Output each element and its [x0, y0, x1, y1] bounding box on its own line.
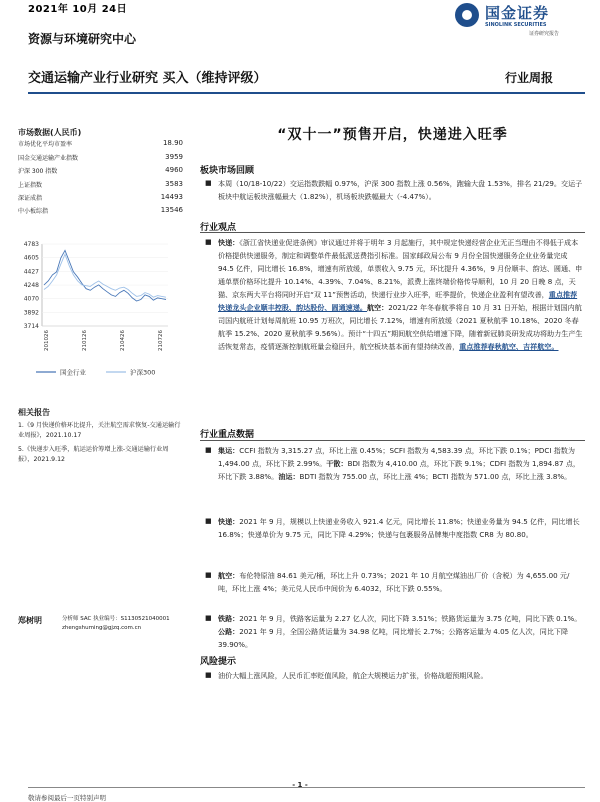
x-tick-label: 210426: [120, 330, 126, 351]
index-trend-chart: [16, 238, 176, 386]
bullet-icon: ■: [205, 179, 212, 187]
data-lead: 航空：: [218, 571, 240, 580]
express-label: 快递：: [218, 238, 240, 247]
market-label: 市场优化平均市盈率: [18, 141, 73, 148]
report-category-rating: 交通运输产业行业研究 买入（维持评级）: [28, 71, 267, 86]
market-value: 3959: [165, 153, 183, 161]
aviation-text: 2021/22 年冬春航季将自 10 月 31 日开始，根据计划国内航司国内航班计划每周航班 10.95 万班次，同比增长 7.12%，增速有所放缓（2021 夏秋航季 10.18%、2020 冬春航季 15.2%、2020 夏秋航季 9.56%）。预计“十四五”期间航空供给增速下降，随着新冠肺炎研发成功将助力生产生活恢复常态，疫情逐渐控制航班量会稳回升，航空板块基本面有望持续改善，: [218, 303, 583, 351]
express-text: 《浙江省快递业促进条例》审议通过并将于明年 3 月起施行，其中规定快递经营企业无正当理由不得低于成本价格提供快递服务，制定和调整单件最低派送费指引标准。国家邮政局公布 9 月份全国快递服务企业业务量完成 94.5 亿件，同比增长 16.8%，增速有所放缓，单票收入 9.75 元，环比提升 4.36%，9 月份顺丰、韵达、圆通、申通单票价格环比提升 10.14%、4.39%、7.04%、8.21%，派费上涨终端价格传导顺利，10 月 20 日晚 8 点，天猫、京东两大平台将同时开启“双 11”预售活动，快递行业步入旺季，旺季提价，快递企业盈利有望改善，: [218, 238, 583, 299]
y-tick-label: 4427: [23, 268, 39, 276]
bullet-icon: ■: [205, 446, 212, 454]
legend-label: 沪深300: [130, 368, 156, 377]
bullet-icon: ■: [205, 517, 212, 525]
market-review-heading: 板块市场回顾: [200, 166, 255, 176]
risk-bullet: [205, 669, 583, 682]
data-text: BDI 指数为 4,410.00 点，环比下跌 9.1%；CDFI 指数为 1,894.87 点，环比下跌 3.88%。: [218, 459, 580, 481]
bullet-icon: ■: [205, 571, 212, 579]
market-value: 3583: [165, 180, 183, 188]
x-tick-label: 201026: [44, 330, 50, 351]
author-info: [62, 615, 170, 633]
market-value: 4960: [165, 166, 183, 174]
market-row: [18, 206, 183, 215]
report-type: 行业周报: [505, 71, 554, 85]
author-license: 分析师 SAC 执业编号：S1130521040001: [62, 616, 170, 622]
y-tick-label: 4248: [23, 282, 39, 290]
y-tick-label: 3892: [23, 309, 39, 317]
y-tick-label: 3714: [23, 323, 39, 330]
related-report-item[interactable]: 5.《快递步入旺季，航运运价筹增上涨-交通运输行业周报》，2021.9.12: [18, 446, 169, 463]
x-tick-label: 210126: [82, 330, 88, 351]
data-text: 2021 年 9 月，铁路客运量为 2.27 亿人次，同比下降 3.51%；铁路货运量为 3.75 亿吨，同比下跌 0.1%。: [239, 614, 582, 623]
key-data-heading: 行业重点数据: [200, 430, 255, 440]
section-divider: [200, 440, 585, 441]
y-tick-label: 4605: [23, 254, 39, 262]
section-divider: [200, 232, 585, 233]
data-text: 布伦特原油 84.61 美元/桶，环比上升 0.73%；2021 年 10 月航空煤油出厂价（含税）为 4,655.00 元/吨，环比上涨 4%；美元兑人民币中间价为 6.4032，环比下跌 0.55%。: [218, 571, 570, 593]
industry-view-bullet: [205, 236, 583, 353]
market-review-bullet: [205, 177, 583, 203]
footer-disclaimer: 敬请参阅最后一页特别声明: [28, 794, 106, 802]
market-value: 13546: [160, 206, 183, 214]
page-number: - 1 -: [292, 781, 308, 789]
bullet-icon: ■: [205, 238, 212, 246]
legend-label: 国金行业: [60, 368, 86, 377]
logo-icon: [455, 3, 479, 27]
data-text: CCFI 指数为 3,315.27 点，环比上涨 0.45%；SCFI 指数为 4,583.39 点，环比下跌 0.1%；PDCI 指数为 1,494.00 点，环比下跌 2.99%。: [218, 446, 575, 468]
logo-subtitle: 证券研究报告: [529, 31, 560, 37]
data-lead: 集运：: [218, 446, 240, 455]
author-name: 郑树明: [18, 616, 42, 625]
y-tick-label: 4783: [23, 241, 39, 248]
aviation-label: 航空：: [366, 303, 389, 312]
market-review-text: 本周（10/18-10/22）交运指数跌幅 0.97%，沪深 300 指数上涨 0.56%，跑输大盘 1.53%，排名 21/29。交运子板块中航运板块涨幅最大（1.82%），机场板块跌幅最大（-4.47%）。: [218, 179, 583, 201]
data-bullet-express: [205, 515, 583, 541]
risk-heading: 风险提示: [200, 657, 237, 667]
bullet-icon: ■: [205, 614, 212, 622]
industry-view-heading: 行业观点: [200, 223, 237, 233]
data-bullet-rail-road: [205, 612, 583, 651]
market-row: [18, 166, 183, 175]
y-tick-label: 4070: [23, 295, 39, 303]
market-row: [18, 139, 183, 148]
market-label: 沪深 300 指数: [18, 168, 58, 175]
data-text: BDTI 指数为 755.00 点，环比上涨 4%；BCTI 指数为 571.00 点，环比上涨 3.8%。: [299, 472, 572, 481]
risk-text: 油价大幅上涨风险，人民币汇率贬值风险，航企大规模运力扩张，价格战超预期风险。: [218, 671, 488, 680]
main-title: “双十一”预售开启，快递进入旺季: [277, 127, 508, 143]
market-label: 中小板综指: [18, 208, 49, 215]
research-center: 资源与环境研究中心: [28, 32, 137, 46]
market-row: [18, 180, 183, 189]
aviation-recommend[interactable]: 重点推荐春秋航空、吉祥航空。: [459, 342, 559, 351]
market-value: 18.90: [162, 139, 183, 147]
related-reports-title: 相关报告: [18, 408, 50, 417]
logo-name-en: SINOLINK SECURITIES: [485, 22, 547, 28]
express-recommend[interactable]: 重点推荐快递龙头企业顺丰控股、韵达股份、圆通速递。: [218, 290, 578, 312]
logo-name-cn: 国金证券: [485, 4, 550, 22]
data-text: 2021 年 9 月，规模以上快递业务收入 921.4 亿元，同比增长 11.8%；快递业务量为 94.5 亿件，同比增长 16.8%；快递单价为 9.75 元，同比下降 4.29%；快递与包裹服务品牌集中度指数 CR8 为 80.80。: [218, 517, 580, 539]
market-label: 上证指数: [18, 182, 43, 189]
market-value: 14493: [160, 193, 183, 201]
data-text: 2021 年 9 月，全国公路货运量为 34.98 亿吨，同比增长 2.7%；公路客运量为 4.05 亿人次，同比下降 39.90%。: [218, 627, 569, 649]
company-logo: [455, 3, 585, 39]
market-label: 深证成指: [18, 195, 43, 202]
data-lead: 干散：: [326, 459, 348, 468]
industry-view-text: [218, 236, 583, 353]
data-lead: 快递：: [218, 517, 240, 526]
market-data-title: 市场数据(人民币): [18, 128, 82, 137]
data-lead: 铁路：: [218, 614, 240, 623]
author-email[interactable]: zhengshuming@gjzq.com.cn: [62, 625, 142, 631]
header-divider: [28, 92, 585, 94]
data-bullet-shipping: [205, 444, 583, 483]
x-tick-label: 210726: [158, 330, 164, 351]
data-lead: 公路：: [218, 627, 240, 636]
data-lead: 油运：: [278, 472, 300, 481]
related-report-item[interactable]: 1.《9 月快递价格环比提升，关注航空需求恢复-交通运输行业周报》，2021.10.17: [18, 422, 181, 439]
data-bullet-aviation: [205, 569, 583, 595]
report-date: 2021年 10月 24日: [28, 4, 128, 15]
market-label: 国金交通运输产业指数: [18, 155, 79, 162]
market-row: [18, 153, 183, 162]
bullet-icon: ■: [205, 671, 212, 679]
market-row: [18, 193, 183, 202]
